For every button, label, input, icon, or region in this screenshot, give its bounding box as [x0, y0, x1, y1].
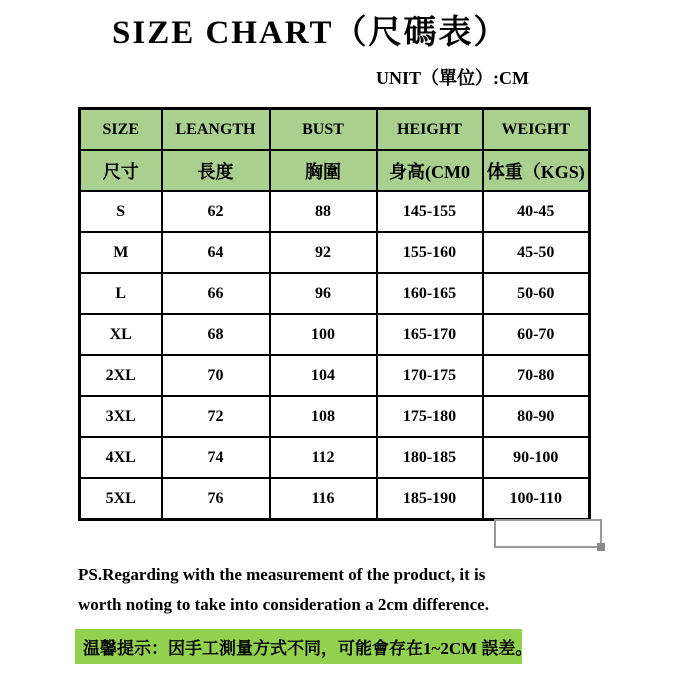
cell-weight: 40-45: [483, 191, 590, 232]
cell-length: 76: [162, 478, 270, 520]
cell-length: 64: [162, 232, 270, 273]
col-header-height: HEIGHT: [377, 109, 483, 151]
cell-size: XL: [80, 314, 162, 355]
cell-height: 175-180: [377, 396, 483, 437]
selection-fill-handle: [597, 543, 605, 551]
cell-height: 180-185: [377, 437, 483, 478]
cell-weight: 90-100: [483, 437, 590, 478]
table-row-5xl: [80, 478, 590, 520]
col-header-size: SIZE: [80, 109, 162, 151]
col-header-height-zh: 身高(CM0: [377, 150, 483, 191]
table-row-s: [80, 191, 590, 232]
cell-size: M: [80, 232, 162, 273]
col-header-bust: BUST: [270, 109, 377, 151]
page-title: SIZE CHART（尺碼表）: [112, 15, 509, 51]
col-header-weight: WEIGHT: [483, 109, 590, 151]
col-header-leangth: LEANGTH: [162, 109, 270, 151]
cell-bust: 88: [270, 191, 377, 232]
cell-size: 3XL: [80, 396, 162, 437]
col-header-bust-zh: 胸圍: [270, 150, 377, 191]
cell-size: L: [80, 273, 162, 314]
cell-size: S: [80, 191, 162, 232]
cell-height: 145-155: [377, 191, 483, 232]
cell-size: 4XL: [80, 437, 162, 478]
warm-tip-banner: [75, 629, 533, 664]
cell-weight: 60-70: [483, 314, 590, 355]
col-header-size-zh: 尺寸: [80, 150, 162, 191]
cell-length: 66: [162, 273, 270, 314]
cell-bust: 108: [270, 396, 377, 437]
cell-height: 185-190: [377, 478, 483, 520]
cell-bust: 100: [270, 314, 377, 355]
cell-length: 68: [162, 314, 270, 355]
cell-weight: 80-90: [483, 396, 590, 437]
header-row-chinese: [80, 150, 590, 191]
cell-weight: 70-80: [483, 355, 590, 396]
col-header-weight-zh: 体重（KGS): [483, 150, 590, 191]
cell-weight: 45-50: [483, 232, 590, 273]
unit-label: UNIT（單位）:CM: [376, 68, 529, 88]
warm-tip-text: 温馨提示：因手工測量方式不同，可能會存在1~2CM 誤差。: [83, 639, 533, 658]
cell-length: 62: [162, 191, 270, 232]
table-row-2xl: [80, 355, 590, 396]
cell-bust: 92: [270, 232, 377, 273]
cell-height: 170-175: [377, 355, 483, 396]
table-row-l: [80, 273, 590, 314]
cell-size: 2XL: [80, 355, 162, 396]
ps-note-line2: worth noting to take into consideration a 2cm difference.: [78, 595, 489, 614]
cell-bust: 112: [270, 437, 377, 478]
cell-bust: 96: [270, 273, 377, 314]
cell-length: 72: [162, 396, 270, 437]
table-row-m: [80, 232, 590, 273]
table-row-xl: [80, 314, 590, 355]
cell-height: 165-170: [377, 314, 483, 355]
ps-note-line1: PS.Regarding with the measurement of the product, it is: [78, 565, 486, 584]
cell-size: 5XL: [80, 478, 162, 520]
ps-note: [78, 560, 598, 620]
table-row-3xl: [80, 396, 590, 437]
cell-length: 74: [162, 437, 270, 478]
table-row-4xl: [80, 437, 590, 478]
cell-height: 155-160: [377, 232, 483, 273]
header-row-english: [80, 109, 590, 151]
size-chart-table: [78, 107, 591, 521]
spreadsheet-selection-rectangle: [494, 519, 602, 548]
cell-weight: 50-60: [483, 273, 590, 314]
cell-bust: 104: [270, 355, 377, 396]
cell-weight: 100-110: [483, 478, 590, 520]
col-header-length-zh: 長度: [162, 150, 270, 191]
cell-height: 160-165: [377, 273, 483, 314]
cell-length: 70: [162, 355, 270, 396]
cell-bust: 116: [270, 478, 377, 520]
